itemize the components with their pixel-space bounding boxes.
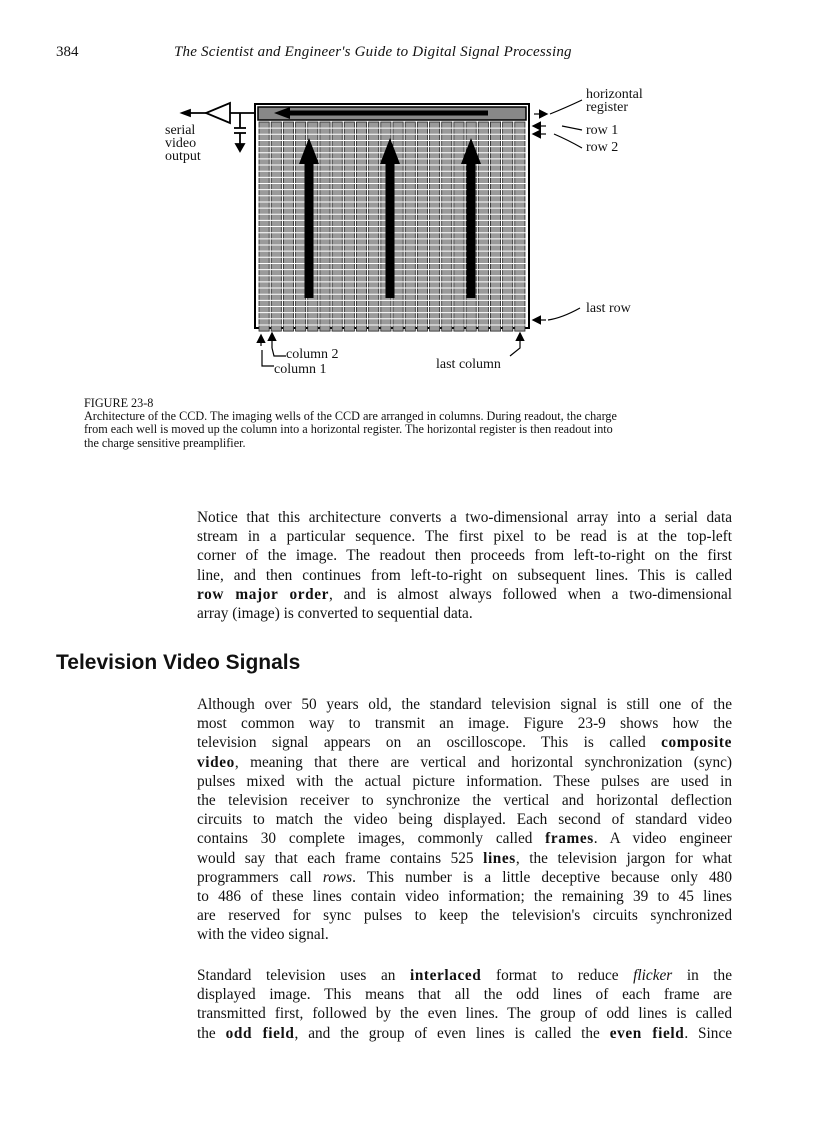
text-span: format to reduce <box>481 967 634 984</box>
text-line: array (image) is converted to sequential data. <box>197 605 473 623</box>
text-line: pulses mixed with the actual picture information. These pulses are used in <box>197 772 732 790</box>
text-line: Although over 50 years old, the standard television signal is still one of the <box>197 696 732 713</box>
text-span: Standard television uses an <box>197 967 410 984</box>
term-flicker: flicker <box>633 967 673 984</box>
term-video: video <box>197 753 235 771</box>
text-span: , and is almost always followed when a two-dimensional <box>329 585 733 603</box>
text-line: with the video signal. <box>197 926 329 944</box>
text-line <box>197 753 732 772</box>
text-line: transmitted first, followed by the even lines. The group of odd lines is called <box>197 1005 732 1023</box>
output-label: output <box>165 149 201 164</box>
text-line: circuits to match the video being displayed. Each second of standard video <box>197 811 732 829</box>
text-line: Notice that this architecture converts a two-dimensional array into a serial data <box>197 509 732 526</box>
term-interlaced: interlaced <box>409 967 482 984</box>
horizontal-register-label-2: register <box>586 100 628 115</box>
row1-label: row 1 <box>586 123 619 138</box>
term-frames: frames <box>545 830 594 848</box>
text-line <box>197 966 732 985</box>
text-span: . A video engineer <box>593 830 732 848</box>
column2-label: column 2 <box>286 347 339 362</box>
text-span: contains 30 complete images, commonly called <box>197 830 546 848</box>
horizontal-register-label-1: horizontal <box>586 87 643 102</box>
last-column-label: last column <box>436 357 501 372</box>
caption-line: Architecture of the CCD. The imaging wells of the CCD are arranged in columns. During readout, the charge <box>84 409 617 424</box>
text-line: are reserved for sync pulses to keep the television's circuits synchronized <box>197 907 732 925</box>
ccd-architecture-figure <box>150 80 670 380</box>
text-line: displayed image. This means that all the odd lines of each frame are <box>197 986 732 1004</box>
text-line: stream in a particular sequence. The first pixel to be read is at the top-left <box>197 528 732 546</box>
page-number: 384 <box>56 44 79 60</box>
text-span: , meaning that there are vertical and horizontal synchronization (sync) <box>234 753 732 771</box>
text-line: most common way to transmit an image. Figure 23-9 shows how the <box>197 715 732 733</box>
text-line: the television receiver to synchronize the vertical and horizontal deflection <box>197 792 732 810</box>
text-line <box>197 868 732 887</box>
serial-label: serial <box>165 123 196 138</box>
text-line <box>197 733 732 752</box>
text-span: television signal appears on an oscilloscope. This is called <box>197 734 662 752</box>
text-span: in the <box>672 967 732 984</box>
text-line <box>197 829 732 848</box>
text-line: corner of the image. The readout then proceeds from left-to-right on the first <box>197 547 732 565</box>
section-heading: Television Video Signals <box>56 651 301 674</box>
text-span: . Since <box>684 1024 733 1042</box>
term-rows: rows <box>322 868 353 886</box>
text-span: would say that each frame contains 525 <box>197 849 484 867</box>
term-lines: lines <box>483 849 516 867</box>
text-span: , and the group of even lines is called the <box>294 1024 610 1042</box>
text-span: programmers call <box>197 868 323 886</box>
term-even-field: even field <box>609 1024 685 1042</box>
text-span: the <box>197 1024 226 1042</box>
text-line: line, and then continues from left-to-right on subsequent lines. This is called <box>197 566 732 584</box>
term-odd-field: odd field <box>225 1024 295 1042</box>
text-line <box>197 1024 732 1043</box>
last-row-label: last row <box>586 301 631 316</box>
text-line <box>197 849 732 868</box>
text-line <box>197 585 732 604</box>
paragraph-row-major <box>197 508 732 623</box>
term-composite: composite <box>661 734 732 752</box>
column1-label: column 1 <box>274 362 327 377</box>
figure-caption <box>84 397 744 450</box>
caption-title: FIGURE 23-8 <box>84 396 154 410</box>
term-row-major-order: row major order <box>197 585 330 603</box>
paragraph-interlaced <box>197 966 732 1043</box>
row2-label: row 2 <box>586 140 619 155</box>
video-label: video <box>165 136 197 151</box>
text-line: to 486 of these lines contain video information; the remaining 39 to 45 lines <box>197 888 732 906</box>
text-span: . This number is a little deceptive because only 480 <box>352 868 732 886</box>
paragraph-composite-video <box>197 695 732 945</box>
running-header: The Scientist and Engineer's Guide to Digital Signal Processing <box>174 44 572 60</box>
text-span: , the television jargon for what <box>515 849 732 867</box>
caption-line: the charge sensitive preamplifier. <box>84 435 246 450</box>
caption-line: from each well is moved up the column into a horizontal register. The horizontal register is then readout into <box>84 422 613 437</box>
